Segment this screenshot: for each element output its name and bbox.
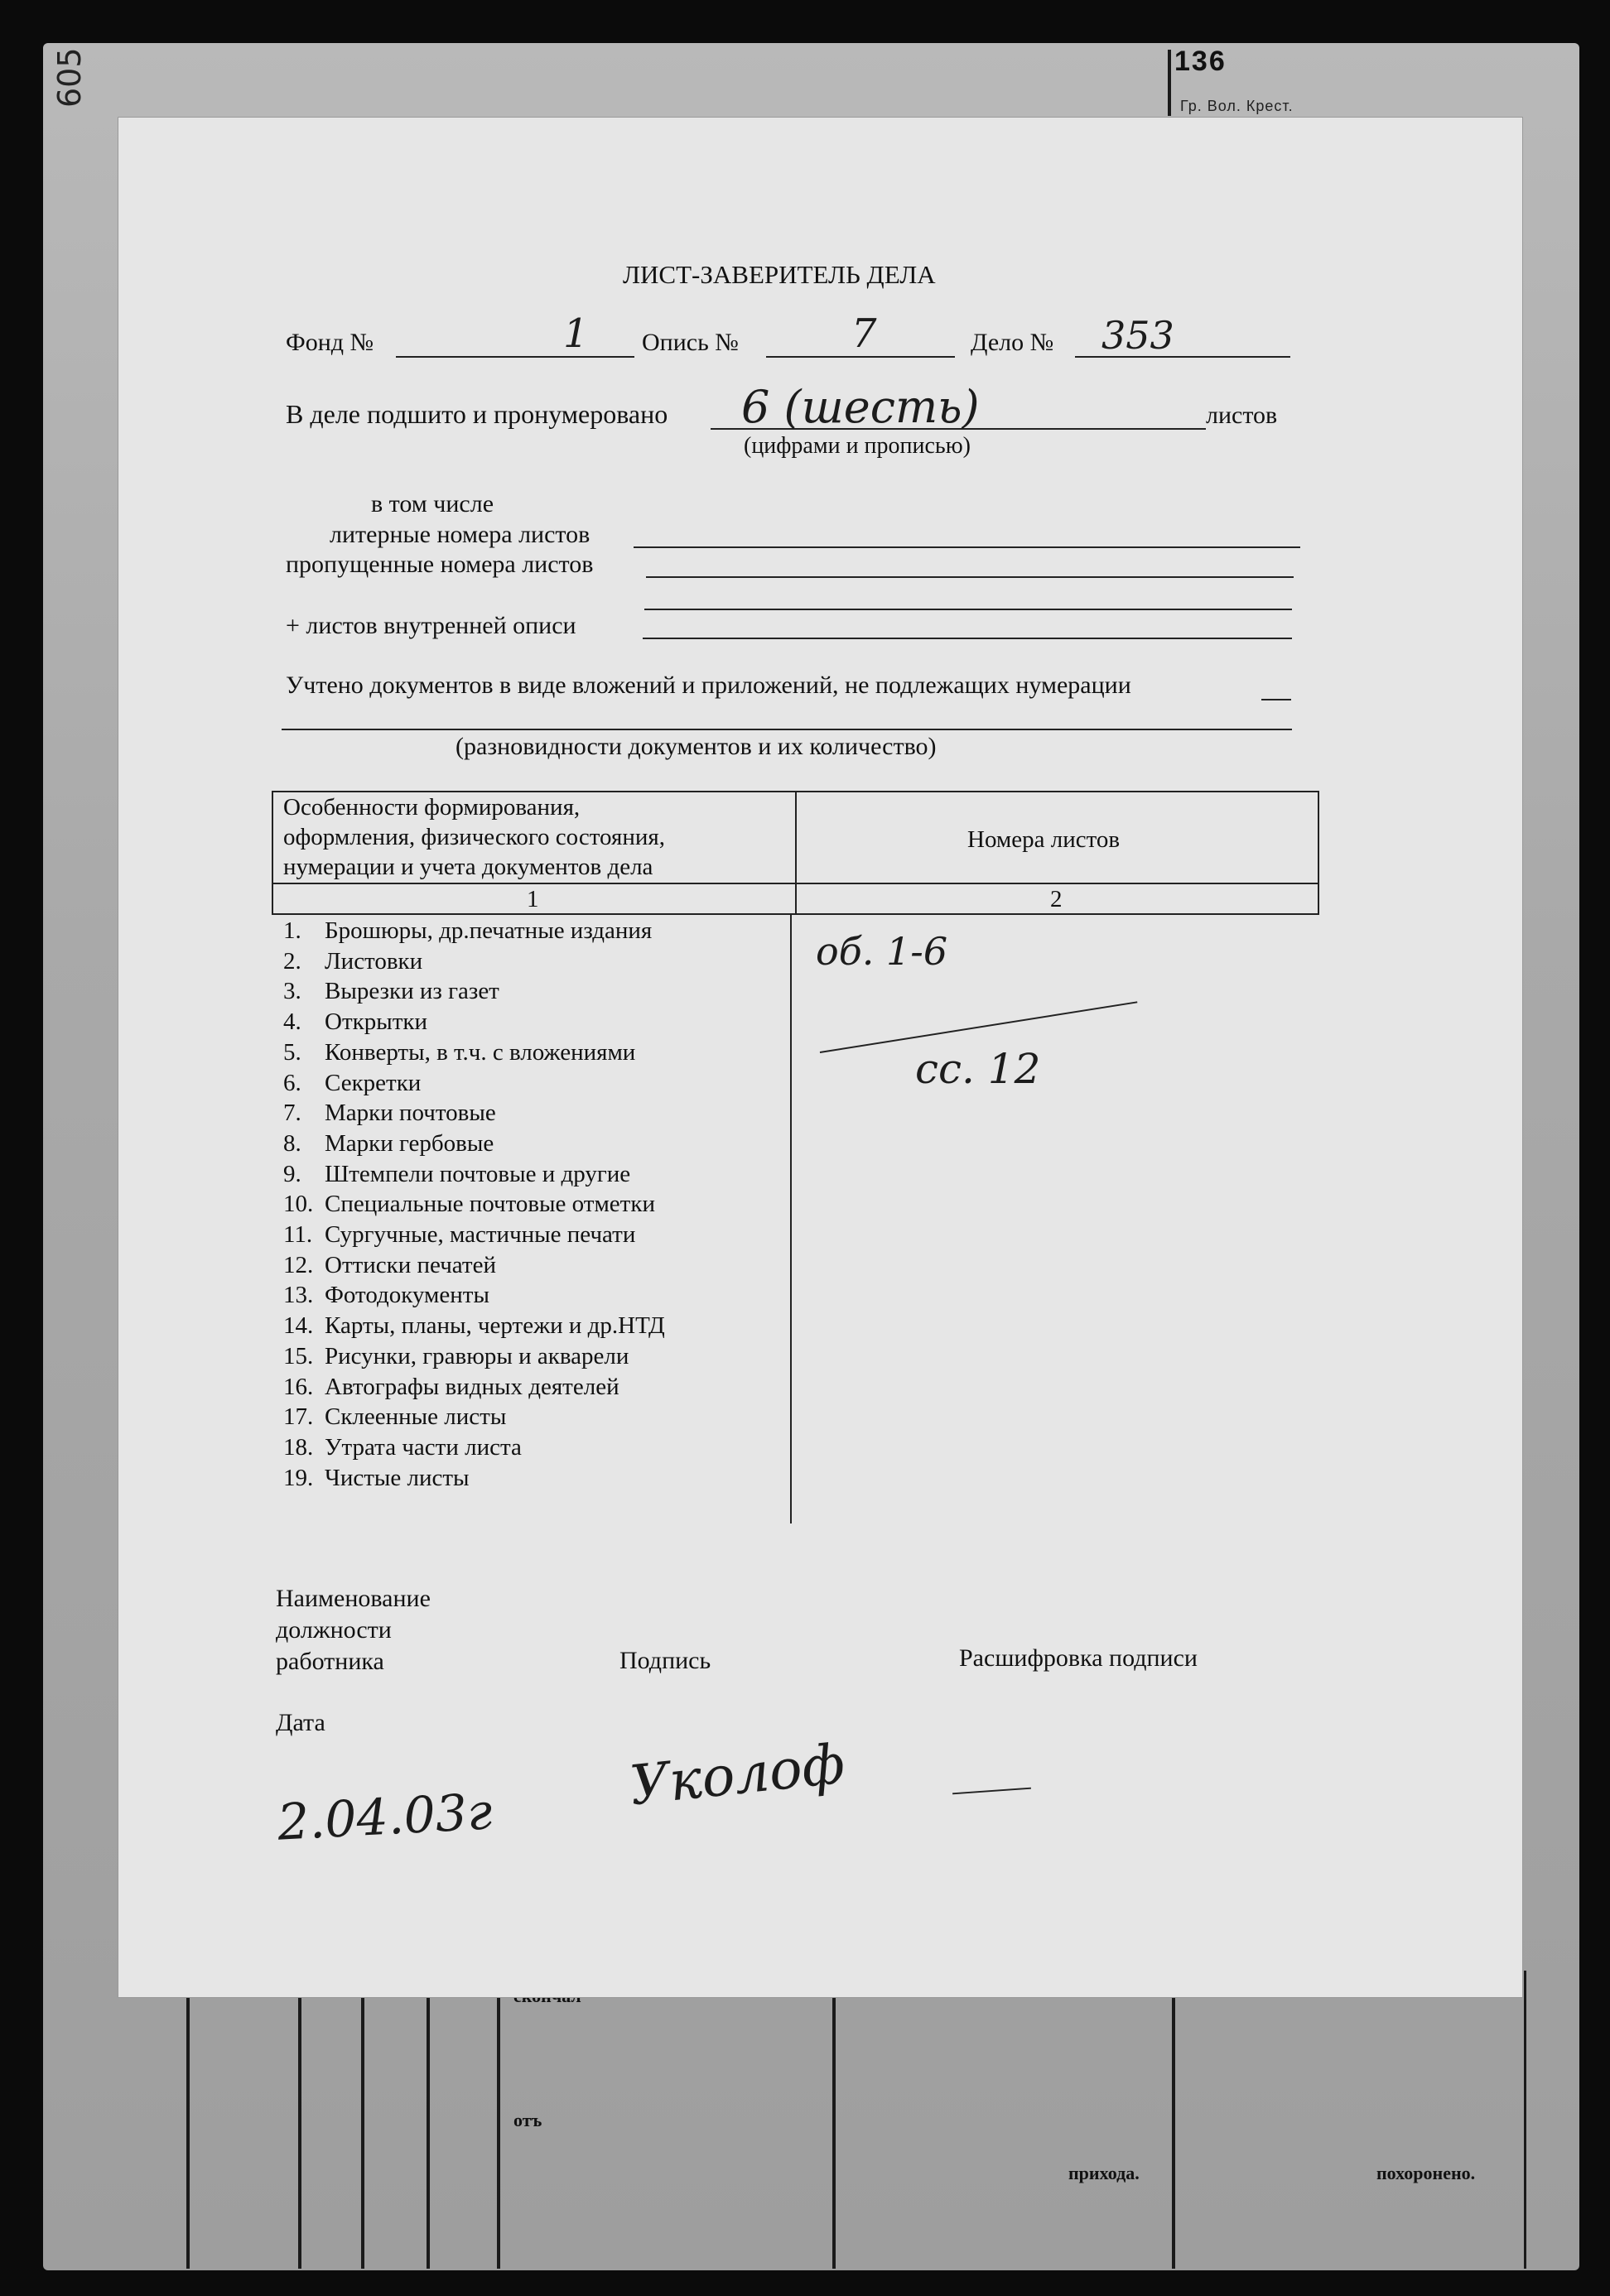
signature-decode-label: Расшифровка подписи <box>959 1644 1198 1672</box>
register-label-from: отъ <box>513 2110 542 2130</box>
sewn-unit: листов <box>1206 402 1278 429</box>
list-item: 11. Сургучные, мастичные печати <box>283 1221 636 1249</box>
list-item: 6. Секретки <box>283 1069 422 1096</box>
sewn-hint: (цифрами и прописью) <box>744 433 971 459</box>
handwritten-sheet-range: об. 1-6 <box>816 929 948 974</box>
archive-stamp-number: 136 <box>1174 46 1227 77</box>
register-label-buried: похоронено. <box>1376 2163 1476 2183</box>
list-item: 18. Утрата части листа <box>283 1433 522 1461</box>
register-column-line <box>427 1995 430 2269</box>
col2-header: Номера листов <box>967 826 1121 853</box>
sewn-label: В деле подшито и пронумеровано <box>286 399 668 429</box>
list-item: 2. Листовки <box>283 947 423 975</box>
delo-value: 353 <box>1101 313 1174 358</box>
handwritten-date: 2.04.03г <box>276 1783 494 1852</box>
opis-value: 7 <box>851 310 877 357</box>
date-label: Дата <box>276 1709 325 1736</box>
col1-number: 1 <box>527 886 539 912</box>
register-column-line <box>186 1995 190 2269</box>
table-column-divider <box>795 791 797 915</box>
features-list <box>283 916 665 1493</box>
list-item: 8. Марки гербовые <box>283 1129 494 1157</box>
list-item: 13. Фотодокументы <box>283 1282 489 1309</box>
table-column-divider-lower <box>790 915 792 1523</box>
archive-stamp-line: Гр. Вол. Крест. <box>1180 98 1294 114</box>
list-item: 12. Оттиски печатей <box>283 1251 496 1278</box>
opis-label: Опись № <box>642 329 739 356</box>
col1-header: Особенности формирования, оформления, физического состояния, нумерации и учета документов дела <box>283 794 665 880</box>
col2-number: 2 <box>1050 886 1063 912</box>
accounted-docs-hint: (разновидности документов и их количество) <box>456 733 937 760</box>
signature-label: Подпись <box>619 1647 711 1674</box>
handwritten-pages: сс. 12 <box>915 1045 1041 1093</box>
fond-underline <box>396 356 634 358</box>
internal-inventory-label: + листов внутренней описи <box>286 612 576 639</box>
list-item: 9. Штемпели почтовые и другие <box>283 1160 631 1187</box>
stamp-frame-line <box>1168 50 1171 116</box>
delo-label: Дело № <box>971 329 1054 356</box>
missing-numbers-label: пропущенные номера листов <box>286 551 594 578</box>
accounted-docs-line <box>1261 699 1291 700</box>
register-column-line <box>832 1995 836 2269</box>
accounted-docs-line-2 <box>282 729 1292 730</box>
register-column-line <box>1172 1995 1175 2269</box>
missing-numbers-line <box>646 576 1294 578</box>
fond-label: Фонд № <box>286 329 374 356</box>
handwritten-signature: Уколоф <box>626 1731 848 1818</box>
list-item: 17. Склеенные листы <box>283 1403 507 1431</box>
register-label-income: прихода. <box>1068 2163 1140 2183</box>
liter-numbers-label: литерные номера листов <box>330 521 590 548</box>
register-column-line <box>497 1995 500 2269</box>
internal-inventory-line <box>643 638 1292 639</box>
list-item: 16. Автографы видных деятелей <box>283 1373 619 1400</box>
position-label: Наименование должности работника <box>276 1585 431 1675</box>
register-column-line <box>1524 1971 1526 2269</box>
including-label: в том числе <box>371 490 494 517</box>
list-item: 1. Брошюры, др.печатные издания <box>283 917 653 944</box>
list-item: 10. Специальные почтовые отметки <box>283 1191 655 1218</box>
list-item: 3. Вырезки из газет <box>283 978 499 1005</box>
liter-numbers-line <box>634 546 1300 548</box>
register-column-line <box>298 1995 301 2269</box>
corner-page-number: 605 <box>51 47 88 108</box>
list-item: 15. Рисунки, гравюры и акварели <box>283 1342 629 1369</box>
fond-value: 1 <box>563 310 589 357</box>
list-item: 7. Марки почтовые <box>283 1100 496 1127</box>
sheet-title: ЛИСТ-ЗАВЕРИТЕЛЬ ДЕЛА <box>623 260 936 289</box>
list-item: 14. Карты, планы, чертежи и др.НТД <box>283 1312 665 1340</box>
sewn-value: 6 (шесть) <box>741 381 980 433</box>
list-item: 19. Чистые листы <box>283 1464 470 1491</box>
list-item: 4. Открытки <box>283 1008 427 1036</box>
missing-numbers-line-2 <box>644 609 1292 610</box>
register-column-line <box>361 1995 364 2269</box>
list-item: 5. Конверты, в т.ч. с вложениями <box>283 1038 636 1066</box>
accounted-docs-label: Учтено документов в виде вложений и приложений, не подлежащих нумерации <box>286 671 1131 699</box>
